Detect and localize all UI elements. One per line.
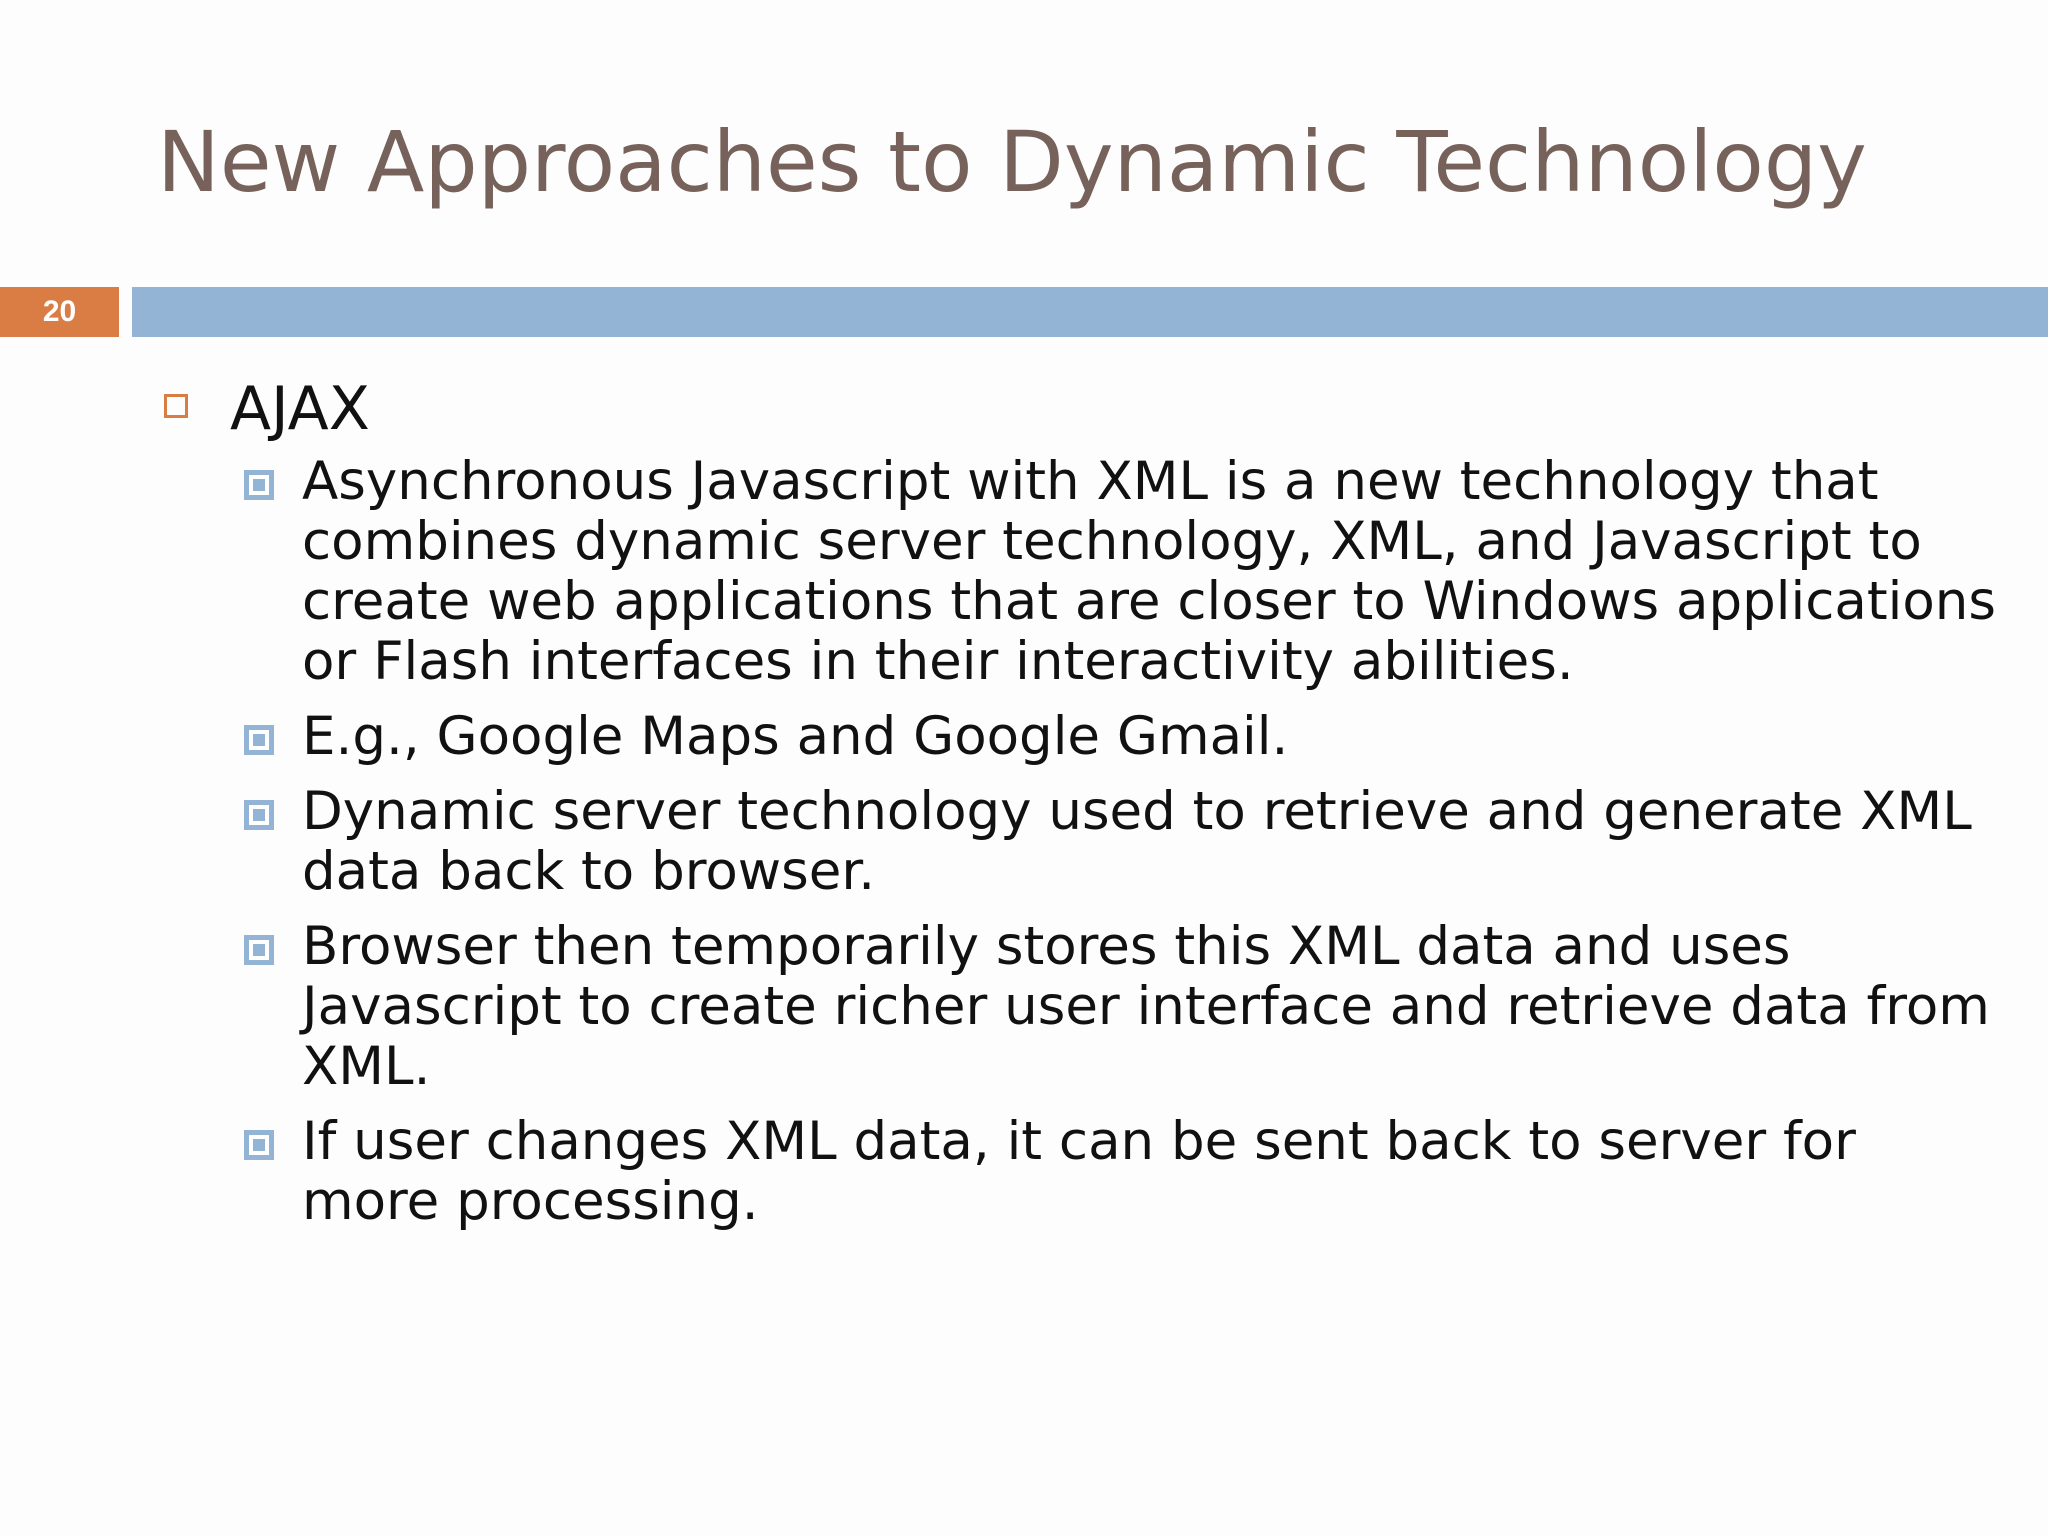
square-bullet-icon: [244, 800, 274, 830]
sub-bullet: [160, 452, 2000, 692]
square-bullet-icon: [244, 470, 274, 500]
sub-bullet-text: Dynamic server technology used to retrieve and generate XML data back to browser.: [302, 781, 1972, 902]
sub-bullet: [160, 782, 2000, 902]
bullet-text: AJAX: [230, 374, 370, 444]
slide-number: 20: [42, 295, 77, 328]
sub-bullet-text: Asynchronous Javascript with XML is a new technology that combines dynamic server technology, XML, and Javascript to create web applications that are closer to Windows applications or Flash interfaces in their interactivity abilities.: [302, 451, 1996, 692]
title-divider-bar: [132, 287, 2048, 337]
sub-bullet-list: [160, 452, 2000, 1232]
sub-bullet: [160, 917, 2000, 1097]
sub-bullet: [160, 1112, 2000, 1232]
bullet-level1: [160, 372, 2000, 446]
sub-bullet: [160, 707, 2000, 767]
sub-bullet-text: If user changes XML data, it can be sent back to server for more processing.: [302, 1111, 1856, 1232]
square-bullet-icon: [244, 1130, 274, 1160]
slide-number-badge: [0, 287, 119, 337]
sub-bullet-text: Browser then temporarily stores this XML data and uses Javascript to create richer user interface and retrieve data from XML.: [302, 916, 1990, 1097]
square-bullet-icon: [244, 725, 274, 755]
slide-title: New Approaches to Dynamic Technology: [157, 113, 1867, 211]
sub-bullet-text: E.g., Google Maps and Google Gmail.: [302, 706, 1289, 767]
slide-body: [160, 372, 2000, 1247]
square-bullet-icon: [244, 935, 274, 965]
hollow-square-bullet-icon: [164, 394, 188, 418]
